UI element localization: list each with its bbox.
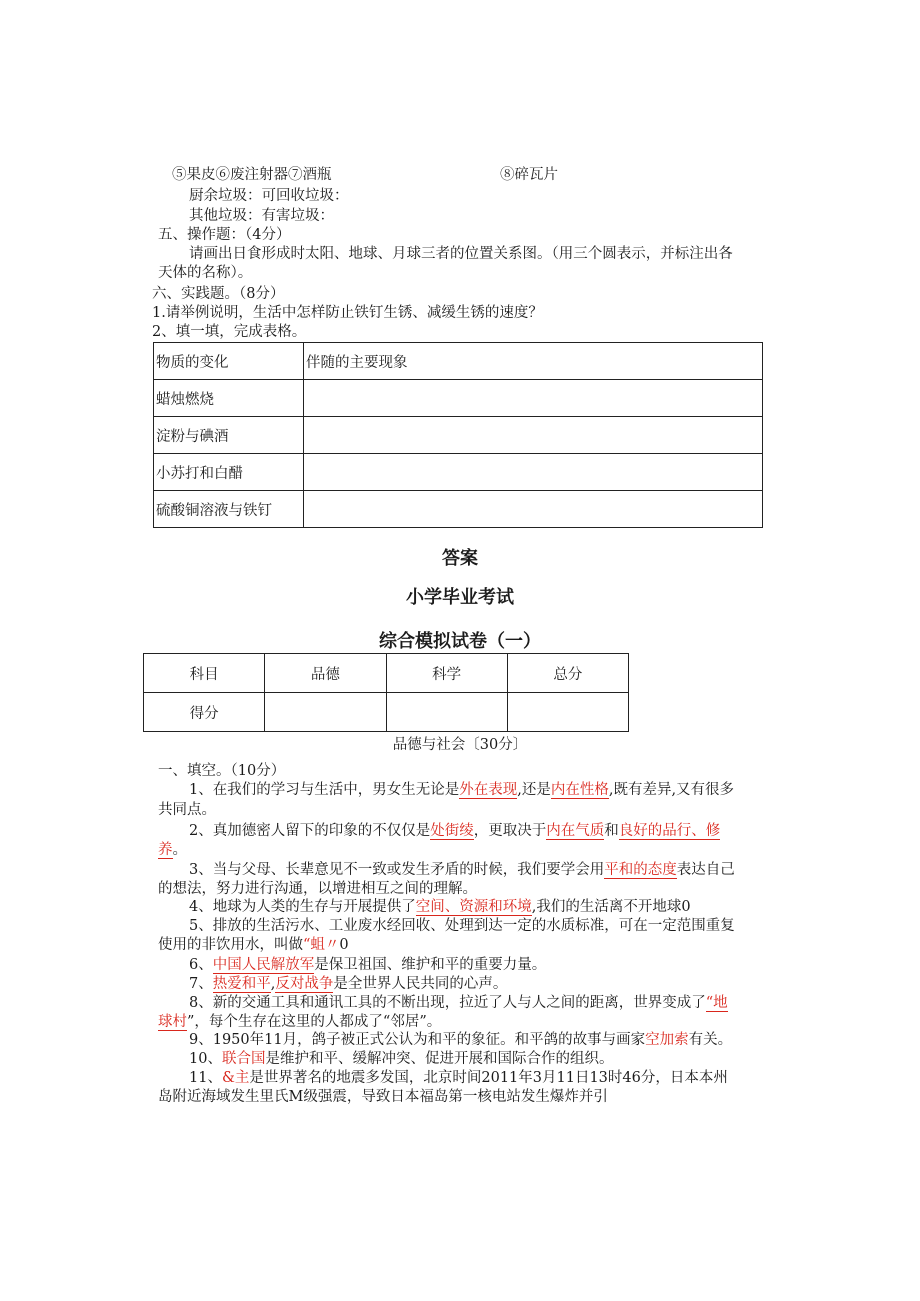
answer-key: “蛆〃 bbox=[303, 937, 340, 953]
answer-text: 8、新的交通工具和通讯工具的不断出现，拉近了人与人之间的距离，世界变成了 bbox=[189, 995, 706, 1011]
answer-text: 使用的非饮用水，叫做 bbox=[158, 937, 303, 953]
answer-text: 。 bbox=[172, 842, 187, 858]
answer-text: 和 bbox=[604, 823, 619, 839]
answer-key: 空间、资源和环境 bbox=[415, 899, 532, 915]
answer-2b bbox=[158, 841, 187, 860]
answer-1 bbox=[189, 781, 734, 800]
answer-8 bbox=[189, 994, 728, 1013]
answer-8b bbox=[158, 1013, 441, 1032]
answer-key: 平和的态度 bbox=[604, 862, 677, 878]
answer-key: 内在气质 bbox=[546, 823, 605, 839]
waste-items-b: ⑧碎瓦片 bbox=[500, 167, 558, 183]
waste-items-line bbox=[172, 166, 332, 185]
answer-4 bbox=[189, 898, 691, 917]
answer-text: 1、在我们的学习与生活中，男女生无论是 bbox=[189, 782, 460, 798]
table-empty-cell bbox=[386, 693, 507, 732]
answer-5: 5、排放的生活污水、工业废水经回收、处理到达一定的水质标准，可在一定范围重复 bbox=[189, 918, 735, 934]
answer-9 bbox=[189, 1031, 732, 1050]
section6-q2: 2、填一填，完成表格。 bbox=[152, 324, 307, 340]
table-cell: 小苏打和白醋 bbox=[154, 454, 304, 491]
answer-key: 养 bbox=[158, 842, 173, 858]
answer-1b: 共同点。 bbox=[158, 802, 216, 818]
table-cell: 蜡烛燃烧 bbox=[154, 380, 304, 417]
answer-text: 6、 bbox=[189, 957, 213, 973]
answer-5b bbox=[158, 936, 349, 955]
answer-text: 表达自己 bbox=[676, 862, 735, 878]
table-empty-cell bbox=[304, 380, 763, 417]
section5-title: 五、操作题：（4分） bbox=[158, 227, 291, 243]
answer-key: 热爱和平 bbox=[212, 976, 271, 992]
answer-text: 10、 bbox=[189, 1051, 222, 1067]
table-empty-cell bbox=[507, 693, 628, 732]
table-row bbox=[144, 654, 629, 693]
answer-key: &主 bbox=[221, 1070, 250, 1086]
substance-change-table bbox=[153, 342, 763, 528]
table-cell: 硫酸铜溶液与铁钉 bbox=[154, 491, 304, 528]
answer-text: 有关。 bbox=[688, 1032, 733, 1048]
answer-3b: 的想法，努力进行沟通，以增进相互之间的理解。 bbox=[158, 881, 477, 897]
answer-text: 是全世界人民共同的心声。 bbox=[333, 976, 508, 992]
answer-text: ”，每个生存在这里的人都成了“邻居”。 bbox=[187, 1014, 442, 1030]
answer-key: 联合国 bbox=[221, 1051, 266, 1067]
table-row bbox=[154, 417, 763, 454]
answer-text: 是维护和平、缓解冲突、促进开展和国际合作的组织。 bbox=[265, 1051, 614, 1067]
answer-heading: 答案 bbox=[442, 548, 478, 569]
answer-2 bbox=[189, 822, 720, 841]
answer-text: , bbox=[270, 976, 276, 992]
answer-key: 反对战争 bbox=[275, 976, 334, 992]
answer-key: 处街绫 bbox=[430, 823, 474, 839]
answer-3 bbox=[189, 861, 735, 880]
table-header-cell: 品德 bbox=[265, 654, 386, 693]
answer-text: ,既有差异,又有很多 bbox=[608, 782, 735, 798]
table-header-cell: 总分 bbox=[507, 654, 628, 693]
waste-items-a: ⑤果皮⑥废注射器⑦酒瓶 bbox=[172, 167, 332, 183]
table-empty-cell bbox=[265, 693, 386, 732]
answer-10 bbox=[189, 1050, 613, 1069]
answer-text: ，更取决于 bbox=[473, 823, 547, 839]
answer-text: 是世界著名的地震多发国，北京时间2011年3月11日13时46分，日本本州 bbox=[249, 1070, 728, 1086]
answer-text: ,我们的生活离不开地球0 bbox=[531, 899, 691, 915]
answer-text: 0 bbox=[339, 937, 349, 953]
score-table bbox=[143, 653, 629, 732]
answer-key: 空加索 bbox=[645, 1032, 689, 1048]
answer-text: 9、1950年11月，鸽子被正式公认为和平的象征。和平鸽的故事与画家 bbox=[189, 1032, 646, 1048]
answer-text: 3、当与父母、长辈意见不一致或发生矛盾的时候，我们要学会用 bbox=[189, 862, 605, 878]
section5-body-1: 请画出日食形成时太阳、地球、月球三者的位置关系图。（用三个圆表示，并标注出各 bbox=[189, 246, 733, 262]
table-row bbox=[154, 380, 763, 417]
section6-q1: 1.请举例说明，生活中怎样防止铁钉生锈、减缓生锈的速度？ bbox=[152, 305, 543, 321]
table-empty-cell bbox=[304, 454, 763, 491]
sort-line-1: 厨余垃圾：可回收垃圾： bbox=[189, 188, 349, 204]
exam-title: 小学毕业考试 bbox=[406, 587, 514, 608]
answer-key: 外在表现 bbox=[459, 782, 518, 798]
table-row bbox=[144, 693, 629, 732]
answer-text: 是保卫祖国、维护和平的重要力量。 bbox=[314, 957, 547, 973]
answer-text: 4、地球为人类的生存与开展提供了 bbox=[189, 899, 416, 915]
answer-key: 良好的品行、修 bbox=[618, 823, 721, 839]
table-empty-cell bbox=[304, 417, 763, 454]
table-header-cell: 科目 bbox=[144, 654, 265, 693]
section6-title: 六、实践题。（8分） bbox=[152, 286, 285, 302]
answer-key: 球村 bbox=[158, 1014, 187, 1030]
table-empty-cell bbox=[304, 491, 763, 528]
part1-title: 一、填空。（10分） bbox=[158, 763, 286, 779]
answer-key: 内在性格 bbox=[550, 782, 609, 798]
answer-text: 7、 bbox=[189, 976, 213, 992]
section5-body-2: 天体的名称）。 bbox=[158, 265, 253, 281]
table-row bbox=[154, 491, 763, 528]
table-row bbox=[154, 343, 763, 380]
answer-6 bbox=[189, 956, 546, 975]
exam-subtitle: 综合模拟试卷（一） bbox=[379, 631, 541, 652]
table-header-cell: 伴随的主要现象 bbox=[304, 343, 763, 380]
table-row bbox=[154, 454, 763, 491]
answer-text: 2、真加德密人留下的印象的不仅仅是 bbox=[189, 823, 431, 839]
section-pd-subtitle: 品德与社会〔30分〕 bbox=[392, 737, 528, 753]
answer-11 bbox=[189, 1069, 728, 1088]
table-cell: 得分 bbox=[144, 693, 265, 732]
table-cell: 淀粉与碘酒 bbox=[154, 417, 304, 454]
answer-text: ,还是 bbox=[517, 782, 551, 798]
answer-key: “地 bbox=[705, 995, 728, 1011]
table-header-cell: 科学 bbox=[386, 654, 507, 693]
answer-7 bbox=[189, 975, 507, 994]
answer-key: 中国人民解放军 bbox=[212, 957, 315, 973]
sort-line-2: 其他垃圾：有害垃圾： bbox=[189, 208, 334, 224]
answer-text: 11、 bbox=[189, 1070, 222, 1086]
answer-11b: 岛附近海域发生里氏M级强震，导致日本福岛第一核电站发生爆炸并引 bbox=[158, 1089, 608, 1105]
table-header-cell: 物质的变化 bbox=[154, 343, 304, 380]
